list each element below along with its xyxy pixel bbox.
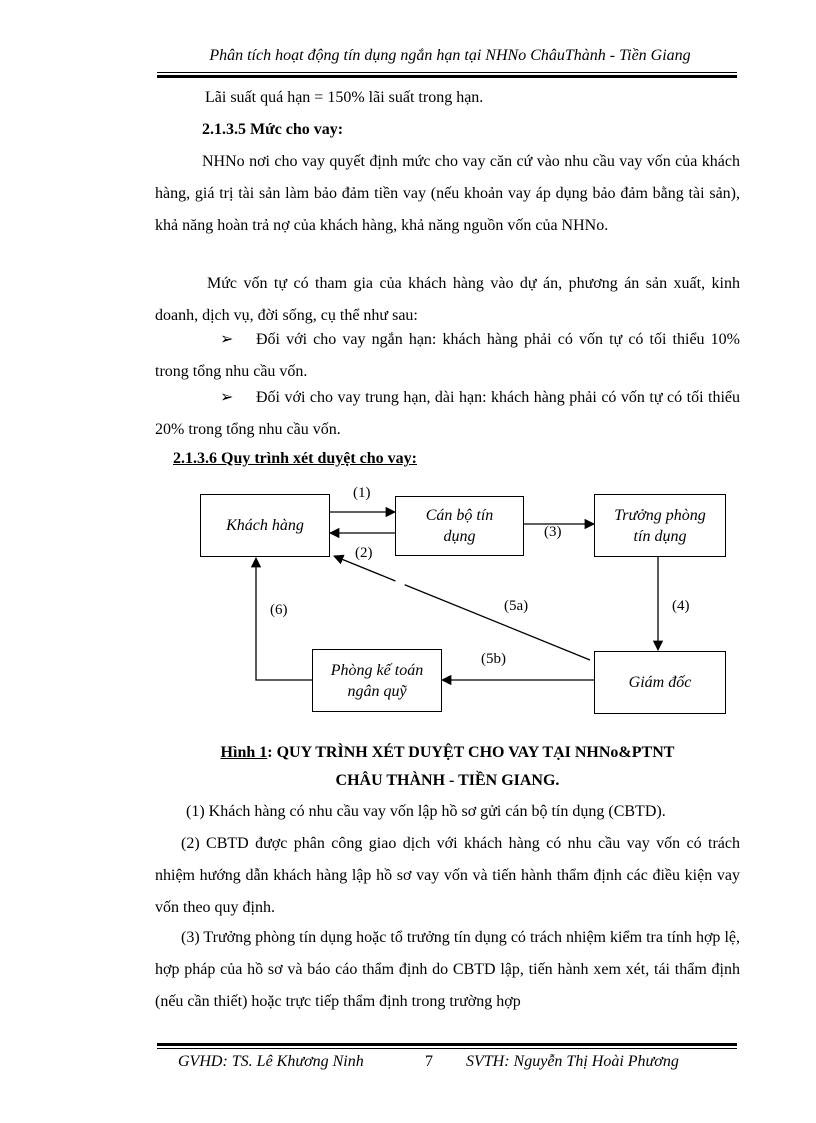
box-credit-head: Trưởng phòng tín dụng — [594, 494, 726, 557]
label-step-5b: (5b) — [481, 651, 506, 667]
paragraph-loan-amount: NHNo nơi cho vay quyết định mức cho vay căn cứ vào nhu cầu vay vốn của khách hàng, giá trị tài sản làm bảo đảm tiền vay (nếu khoản vay áp dụng bảo đảm bằng tài sản), khả năng hoàn trả nợ của khách hàng, khả năng nguồn vốn của NHNo. — [155, 153, 740, 234]
label-step-2: (2) — [355, 545, 373, 561]
footer-advisor: GVHD: TS. Lê Khương Ninh — [178, 1053, 364, 1070]
page-header-title: Phân tích hoạt động tín dụng ngắn hạn tại NHNo ChâuThành - Tiền Giang — [209, 47, 691, 64]
paragraph-own-capital: Mức vốn tự có tham gia của khách hàng vào dự án, phương án sản xuất, kinh doanh, dịch vụ, đời sống, cụ thể như sau: — [155, 275, 740, 324]
section-heading-2136: 2.1.3.6 Quy trình xét duyệt cho vay: — [173, 450, 417, 467]
label-step-3: (3) — [544, 524, 562, 540]
step-3-text: (3) Trưởng phòng tín dụng hoặc tổ trưởng tín dụng có trách nhiệm kiểm tra tính hợp lệ, hợp pháp của hồ sơ và báo cáo thẩm định do CBTD lập, tiến hành xem xét, tái thẩm định (nếu cần thiết) hoặc trực tiếp thẩm định trong trường hợp — [155, 929, 740, 1010]
figure-caption-prefix: Hình 1 — [220, 744, 268, 761]
label-step-4: (4) — [672, 598, 690, 614]
overdue-rate-line: Lãi suất quá hạn = 150% lãi suất trong hạn. — [205, 89, 484, 106]
step-1-text: (1) Khách hàng có nhu cầu vay vốn lập hồ sơ gửi cán bộ tín dụng (CBTD). — [186, 803, 666, 820]
step-2-text: (2) CBTD được phân công giao dịch với khách hàng có nhu cầu vay vốn có trách nhiệm hướng dẫn khách hàng lập hồ sơ vay vốn và tiến hành thẩm định các điều kiện vay vốn theo quy định. — [155, 835, 740, 916]
bullet-arrow-icon: ➢ — [220, 389, 234, 406]
label-step-6: (6) — [270, 602, 288, 618]
footer-rule-thin — [157, 1048, 737, 1049]
bullet-medium-long-term-text: Đối với cho vay trung hạn, dài hạn: khách hàng phải có vốn tự có tối thiểu 20% trong tổng nhu cầu vốn. — [155, 389, 740, 438]
footer-student: SVTH: Nguyễn Thị Hoài Phương — [466, 1053, 679, 1070]
label-step-5a: (5a) — [504, 598, 529, 614]
figure-caption-title: : QUY TRÌNH XÉT DUYỆT CHO VAY TẠI NHNo&PTNT — [267, 744, 675, 761]
bullet-arrow-icon: ➢ — [220, 331, 234, 348]
box-credit-officer: Cán bộ tín dụng — [395, 496, 524, 556]
box-accounting: Phòng kế toán ngân quỹ — [312, 649, 442, 712]
bullet-short-term-text: Đối với cho vay ngắn hạn: khách hàng phải có vốn tự có tối thiểu 10% trong tổng nhu cầu vốn. — [155, 331, 740, 380]
figure-caption-line1 — [155, 744, 740, 762]
footer-page-number: 7 — [425, 1053, 433, 1070]
label-step-1: (1) — [353, 485, 371, 501]
arrow-step-6 — [256, 558, 312, 680]
figure-caption-line2: CHÂU THÀNH - TIỀN GIANG. — [335, 772, 560, 789]
section-heading-2135: 2.1.3.5 Mức cho vay: — [202, 121, 344, 138]
footer-rule-thick — [157, 1043, 737, 1046]
box-customer: Khách hàng — [200, 494, 330, 557]
arrow-step-5a — [334, 556, 590, 660]
box-director: Giám đốc — [594, 651, 726, 714]
